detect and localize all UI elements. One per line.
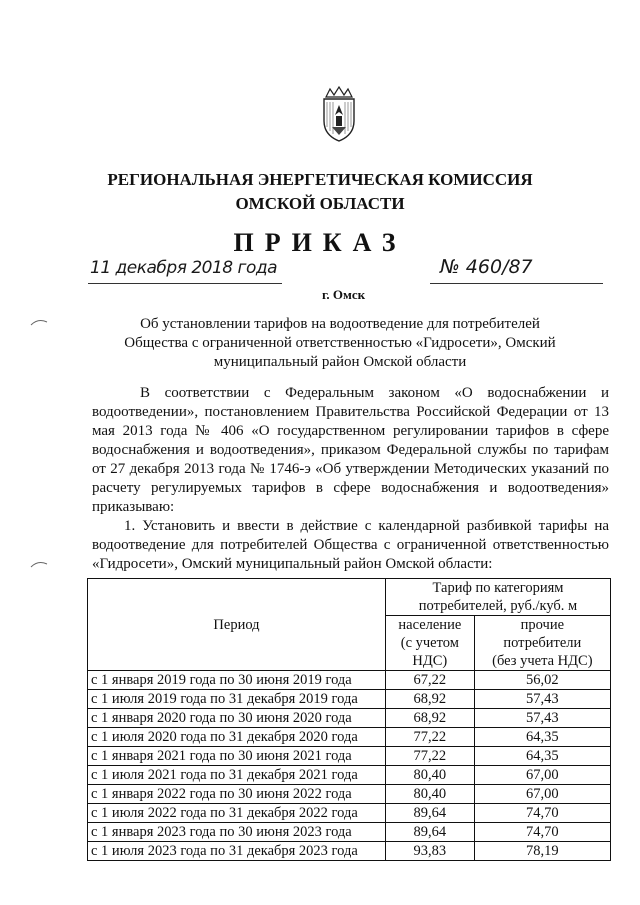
tariff-table (87, 578, 611, 861)
period-cell: с 1 июля 2022 года по 31 декабря 2022 года (88, 804, 386, 823)
preamble-paragraph: В соответствии с Федеральным законом «О водоснабжении и водоотведении», постановлением Правительства Российской Федерации от 13 мая 2013 года № 406 «О государственном регулировании тарифов в сфере водоснабжения и водоотведения», приказом Федеральной службы по тарифам от 27 декабря 2013 года № 1746-э «Об утверждении Методических указаний по расчету регулируемых тарифов в сфере водоснабжения и водоотведения» приказываю: (92, 385, 609, 515)
document-type: ПРИКАЗ (233, 228, 407, 257)
subject-line-1: Об установлении тарифов на водоотведение для потребителей (140, 316, 540, 332)
period-cell: с 1 июля 2020 года по 31 декабря 2020 года (88, 728, 386, 747)
period-cell: с 1 января 2021 года по 30 июня 2021 года (88, 747, 386, 766)
population-cell: 67,22 (386, 671, 475, 690)
population-header-line-1: население (398, 617, 462, 633)
order-number: № 460/87 (440, 256, 533, 278)
population-cell: 80,40 (386, 785, 475, 804)
other-cell: 56,02 (474, 671, 610, 690)
period-cell: с 1 января 2023 года по 30 июня 2023 года (88, 823, 386, 842)
other-cell: 67,00 (474, 766, 610, 785)
population-column-header (386, 616, 475, 671)
margin-mark-icon (30, 559, 48, 569)
table-row (88, 690, 611, 709)
date-underline (88, 283, 282, 284)
period-cell: с 1 июля 2021 года по 31 декабря 2021 года (88, 766, 386, 785)
table-row (88, 671, 611, 690)
org-line-1: РЕГИОНАЛЬНАЯ ЭНЕРГЕТИЧЕСКАЯ КОМИССИЯ (107, 170, 533, 189)
other-cell: 74,70 (474, 823, 610, 842)
other-cell: 64,35 (474, 747, 610, 766)
tariff-header-line-1: Тариф по категориям (432, 580, 564, 596)
period-cell: с 1 июля 2019 года по 31 декабря 2019 года (88, 690, 386, 709)
other-cell: 74,70 (474, 804, 610, 823)
table-row (88, 804, 611, 823)
tariff-header (386, 579, 611, 616)
population-cell: 93,83 (386, 842, 475, 861)
table-row (88, 842, 611, 861)
tariff-header-line-2: потребителей, руб./куб. м (418, 598, 578, 614)
other-header-line-2: потребители (503, 635, 582, 651)
population-cell: 77,22 (386, 747, 475, 766)
table-row (88, 709, 611, 728)
population-cell: 68,92 (386, 709, 475, 728)
period-cell: с 1 января 2022 года по 30 июня 2022 года (88, 785, 386, 804)
period-cell: с 1 июля 2023 года по 31 декабря 2023 года (88, 842, 386, 861)
tariff-table-body (88, 671, 611, 861)
subject-line-2: Общества с ограниченной ответственностью «Гидросети», Омский (124, 335, 556, 351)
population-header-line-3: НДС) (412, 653, 448, 669)
population-cell: 68,92 (386, 690, 475, 709)
order-subject (70, 315, 610, 372)
order-date: 11 декабря 2018 года (90, 258, 278, 278)
other-cell: 78,19 (474, 842, 610, 861)
other-column-header (474, 616, 610, 671)
city: г. Омск (322, 287, 366, 302)
coat-of-arms-icon (316, 85, 362, 143)
population-header-line-2: (с учетом (400, 635, 459, 651)
order-body (92, 384, 609, 574)
table-row (88, 747, 611, 766)
number-underline (430, 283, 603, 284)
org-line-2: ОМСКОЙ ОБЛАСТИ (235, 194, 405, 213)
margin-mark-icon (30, 317, 48, 327)
period-cell: с 1 января 2020 года по 30 июня 2020 года (88, 709, 386, 728)
table-row (88, 823, 611, 842)
period-cell: с 1 января 2019 года по 30 июня 2019 года (88, 671, 386, 690)
table-row (88, 728, 611, 747)
table-row (88, 766, 611, 785)
table-row (88, 785, 611, 804)
other-cell: 64,35 (474, 728, 610, 747)
population-cell: 89,64 (386, 823, 475, 842)
population-cell: 89,64 (386, 804, 475, 823)
population-cell: 77,22 (386, 728, 475, 747)
other-header-line-1: прочие (520, 617, 565, 633)
subject-line-3: муниципальный район Омской области (213, 354, 467, 370)
other-cell: 67,00 (474, 785, 610, 804)
period-header: Период (88, 579, 386, 671)
population-cell: 80,40 (386, 766, 475, 785)
organization-title (0, 168, 640, 216)
other-cell: 57,43 (474, 709, 610, 728)
other-cell: 57,43 (474, 690, 610, 709)
other-header-line-3: (без учета НДС) (492, 653, 593, 669)
item-1-paragraph: 1. Установить и ввести в действие с календарной разбивкой тарифы на водоотведение для потребителей Общества с ограниченной ответственностью «Гидросети», Омский муниципальный район Омской области: (92, 518, 609, 572)
